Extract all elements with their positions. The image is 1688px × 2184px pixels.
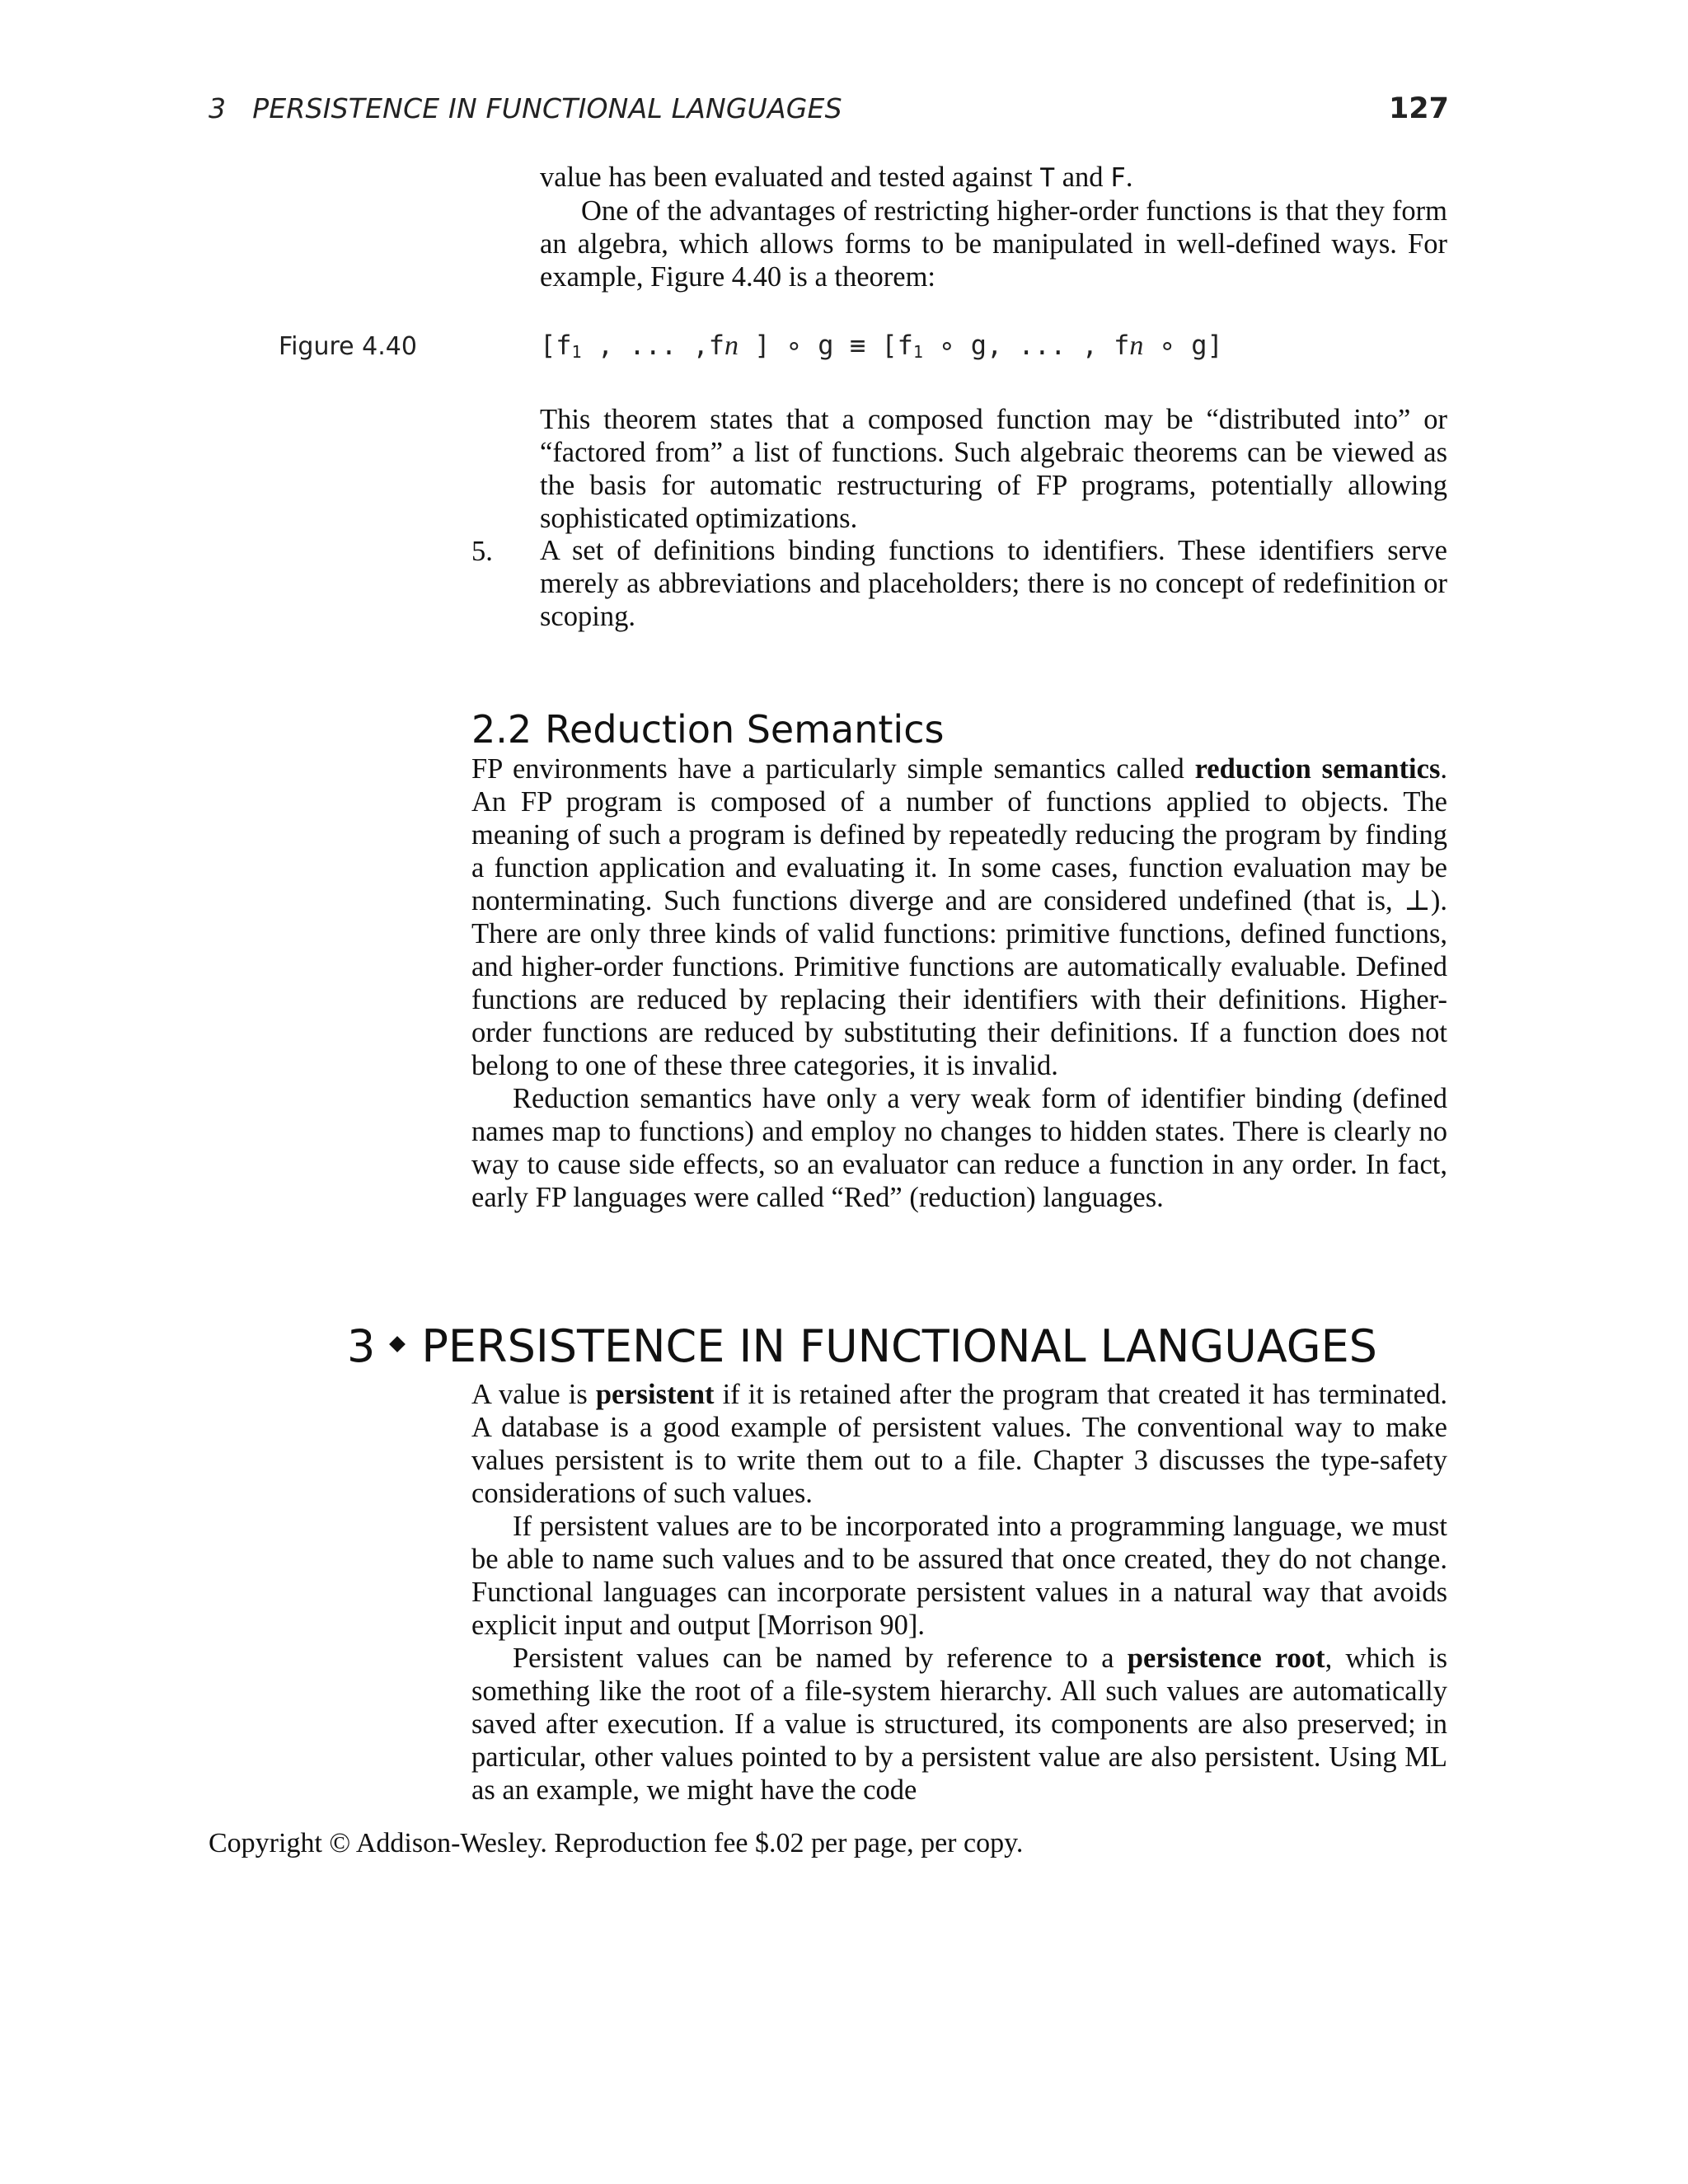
list-item-number: 5. xyxy=(471,536,493,567)
bold-term: persistent xyxy=(595,1379,715,1410)
diamond-bullet-icon xyxy=(389,1336,406,1352)
list-item-text: A set of definitions binding functions to identifiers. These identifiers serve merely as abbreviations and placeholders; there is no concept of redefinition or scoping. xyxy=(540,535,1447,632)
intro-period: . xyxy=(1125,162,1133,193)
paragraph-text: A value is xyxy=(471,1379,596,1410)
paragraph xyxy=(471,1642,1447,1807)
section-number: 3 xyxy=(347,1320,376,1372)
paragraph: If persistent values are to be incorporated into a programming language, we must be able to name such values and to be assured that once created, they do not change. Functional languages can incorporate persistent values in a natural way that avoids explicit input and output [Morrison 90]. xyxy=(471,1511,1447,1641)
bold-term: persistence root xyxy=(1127,1643,1325,1674)
paragraph-text: , which is something like the root of a file-system hierarchy. All such values are automatically saved after execution. If a value is structured, its components are also preserved; in particular, other values pointed to by a persistent value are also persistent. Using ML as an example, we might have the code xyxy=(471,1643,1448,1806)
intro-block xyxy=(540,161,1447,293)
chapter-section-heading xyxy=(347,1320,1377,1372)
paragraph-text: if it is retained after the program that created it has terminated. A database is a good example of persistent values. The conventional way to make values persistent is to write them out to a file. Chapter 3 discusses the type-safety considerations of such values. xyxy=(471,1379,1447,1509)
section-number: 2.2 xyxy=(471,707,532,752)
formula-part: ∘ g, ... , f xyxy=(922,330,1130,361)
figure-formula xyxy=(540,330,1223,362)
false-literal: F xyxy=(1110,163,1126,193)
paragraph-text: . An FP program is composed of a number of functions applied to objects. The meaning of such a program is defined by repeatedly reducing the program by finding a function application and evaluating it. In some cases, function evaluation may be nonterminating. Such functions diverge and are considered undefined (that is, ⊥). There are only three kinds of valid functions: primitive functions, defined functions, and higher-order functions. Primitive functions are automatically evaluable. Defined functions are reduced by replacing their identifiers with their definitions. Higher-order functions are reduced by substituting their definitions. If a function does not belong to one of these three categories, it is invalid. xyxy=(471,753,1448,1081)
running-head: 3 PERSISTENCE IN FUNCTIONAL LANGUAGES xyxy=(209,92,842,124)
section-title: Reduction Semantics xyxy=(545,707,945,752)
paragraph-text: FP environments have a particularly simple semantics called xyxy=(471,753,1195,785)
intro-line xyxy=(540,161,1447,194)
formula-part: ∘ g] xyxy=(1143,330,1223,361)
section-3-body xyxy=(471,1378,1447,1807)
formula-part: , ... ,f xyxy=(581,330,724,361)
copyright-footer: Copyright © Addison-Wesley. Reproduction fee $.02 per page, per copy. xyxy=(209,1828,1024,1858)
paragraph: Reduction semantics have only a very weak form of identifier binding (defined names map to functions) and employ no changes to hidden states. There is clearly no way to cause side effects, so an evaluator can reduce a function in any order. In fact, early FP languages were called “Red” (reduction) languages. xyxy=(471,1083,1447,1213)
intro-and: and xyxy=(1055,162,1111,193)
paragraph-text: Persistent values can be named by reference to a xyxy=(513,1643,1128,1674)
formula-italic: n xyxy=(1129,330,1144,361)
theorem-note-text: This theorem states that a composed function may be “distributed into” or “factored from” a list of functions. Such algebraic theorems can be viewed as the basis for automatic restructuring of FP programs, potentially allowing sophisticated optimizations. xyxy=(540,404,1447,534)
bold-term: reduction semantics xyxy=(1194,753,1441,785)
formula-part: ] ∘ g ≡ [f xyxy=(738,330,913,361)
list-item-5 xyxy=(540,534,1447,633)
section-2-2-body xyxy=(471,752,1447,1214)
page-number: 127 xyxy=(1388,92,1449,125)
formula-subscript: 1 xyxy=(571,342,582,362)
section-title: PERSISTENCE IN FUNCTIONAL LANGUAGES xyxy=(421,1320,1377,1372)
intro-paragraph: One of the advantages of restricting higher-order functions is that they form an algebra, which allows forms to be manipulated in well-defined ways. For example, Figure 4.40 is a theorem: xyxy=(540,195,1447,293)
theorem-note xyxy=(540,403,1447,535)
section-heading xyxy=(471,707,944,752)
formula-italic: n xyxy=(724,330,738,361)
formula-subscript: 1 xyxy=(912,342,923,362)
figure-label: Figure 4.40 xyxy=(279,332,417,361)
paragraph xyxy=(471,1378,1447,1510)
intro-text: value has been evaluated and tested against xyxy=(540,162,1040,193)
formula-part: [f xyxy=(540,330,572,361)
true-literal: T xyxy=(1039,163,1056,193)
paragraph xyxy=(471,752,1447,1082)
